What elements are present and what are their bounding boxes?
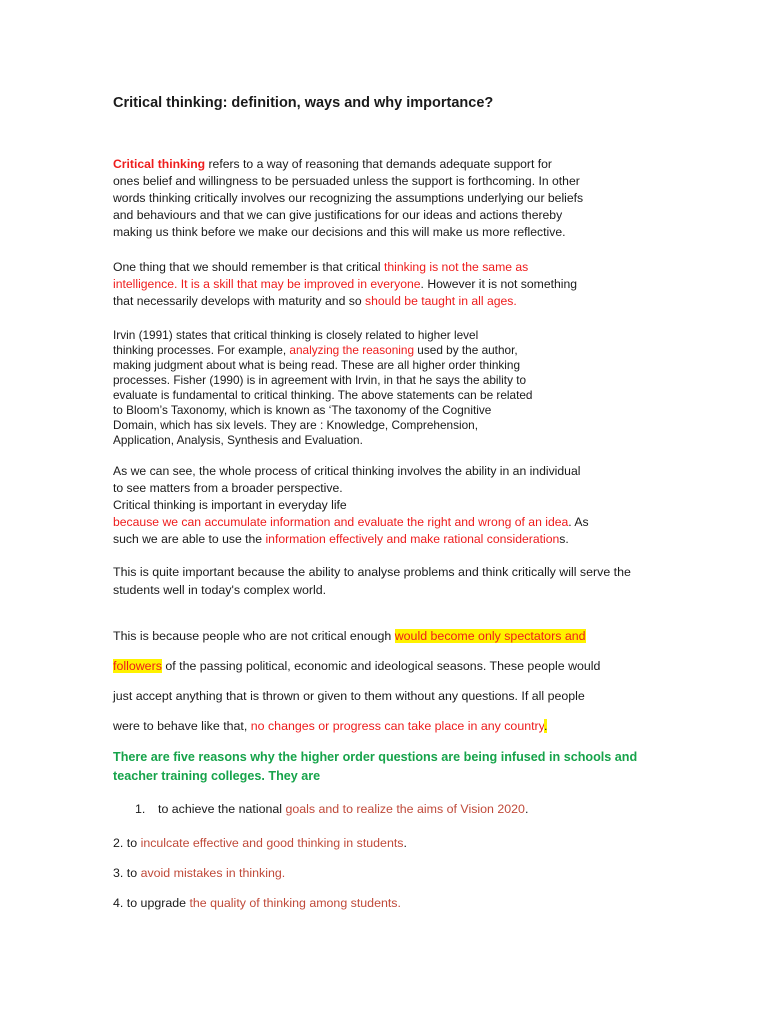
text-span: s. (559, 532, 569, 546)
yellow-highlight-text: followers (113, 659, 162, 673)
paragraph-1-line-4: and behaviours and that we can give justifications for our ideas and actions thereby (113, 208, 563, 222)
paragraph-3-line-4: processes. Fisher (1990) is in agreement with Irvin, in that he says the ability to (113, 373, 527, 387)
highlight-text: thinking is not the same as (383, 260, 529, 274)
critical-thinking-term: Critical thinking (113, 157, 206, 171)
text-span: such we are able to use the (113, 532, 266, 546)
text-span: This is because people who are not critical enough (113, 629, 395, 643)
paragraph-2-line-3 (113, 293, 517, 310)
text-span: that necessarily develops with maturity and so (113, 294, 365, 308)
paragraph-5-line-2: students well in today's complex world. (113, 583, 327, 597)
paragraph-6-line-2 (113, 659, 600, 673)
yellow-highlight-text: . (543, 719, 548, 733)
list-item-2 (113, 836, 407, 850)
highlight-text: because we can accumulate information and evaluate the right and wrong of an idea (113, 515, 569, 529)
highlight-text: no changes or progress can take place in any country (250, 719, 544, 733)
text-span: 2. to (113, 836, 141, 850)
paragraph-3-line-6: to Bloom’s Taxonomy, which is known as ‘The taxonomy of the Cognitive (113, 403, 492, 417)
text-span: used by the author, (414, 343, 518, 357)
paragraph-2-line-1 (113, 259, 528, 276)
paragraph-3-line-3: making judgment about what is being read. These are all higher order thinking (113, 358, 521, 372)
text-span: 3. to (113, 866, 141, 880)
paragraph-6-line-4 (113, 719, 547, 733)
list-item-1-number: 1. (135, 802, 146, 816)
paragraph-4-line-5 (113, 531, 569, 548)
paragraph-6-line-1 (113, 629, 586, 643)
paragraph-3-line-8: Application, Analysis, Synthesis and Evaluation. (113, 433, 363, 447)
highlight-text: should be taught in all ages. (365, 294, 517, 308)
paragraph-5-line-1: This is quite important because the ability to analyse problems and think critically will serve the (113, 565, 631, 579)
text-span: 4. to upgrade (113, 896, 190, 910)
text-span: One thing that we should remember is that critical (113, 260, 384, 274)
highlight-text: goals and to realize the aims of Vision 2020 (285, 802, 525, 816)
paragraph-7-line-1: There are five reasons why the higher order questions are being infused in schools and (113, 750, 638, 764)
text-span: were to behave like that, (113, 719, 251, 733)
highlight-text: analyzing the reasoning (289, 343, 415, 357)
highlight-text: information effectively and make rational consideration (265, 532, 560, 546)
list-item-1 (158, 802, 528, 816)
highlight-text: the quality of thinking among students. (189, 896, 401, 910)
paragraph-4-line-2: to see matters from a broader perspective. (113, 481, 343, 495)
text-span: refers to a way of reasoning that demands adequate support for (205, 157, 552, 171)
paragraph-3-line-2 (113, 343, 518, 358)
paragraph-4-line-3: Critical thinking is important in everyday life (113, 498, 347, 512)
paragraph-3-line-1: Irvin (1991) states that critical thinking is closely related to higher level (113, 328, 479, 342)
paragraph-4-line-4 (113, 514, 589, 531)
list-item-3 (113, 866, 285, 880)
paragraph-4-line-1: As we can see, the whole process of critical thinking involves the ability in an individual (113, 464, 581, 478)
paragraph-7-line-2: teacher training colleges. They are (113, 769, 321, 783)
text-span: to achieve the national (158, 802, 286, 816)
text-span: . As (568, 515, 589, 529)
paragraph-1-line-1 (113, 156, 552, 173)
highlight-text: avoid mistakes in thinking. (140, 866, 286, 880)
paragraph-2-line-2 (113, 276, 577, 293)
text-span: thinking processes. For example, (113, 343, 290, 357)
paragraph-3-line-7: Domain, which has six levels. They are : Knowledge, Comprehension, (113, 418, 479, 432)
highlight-text: inculcate effective and good thinking in students (140, 836, 404, 850)
text-span: . However it is not something (420, 277, 578, 291)
document-title: Critical thinking: definition, ways and why importance? (113, 95, 494, 111)
paragraph-1-line-5: making us think before we make our decisions and this will make us more reflective. (113, 225, 566, 239)
text-span: . (524, 802, 529, 816)
paragraph-1-line-2: ones belief and willingness to be persuaded unless the support is forthcoming. In other (113, 174, 580, 188)
text-span: of the passing political, economic and ideological seasons. These people would (161, 659, 601, 673)
text-span: . (403, 836, 407, 850)
paragraph-3-line-5: evaluate is fundamental to critical thinking. The above statements can be related (113, 388, 533, 402)
paragraph-1-line-3: words thinking critically involves our recognizing the assumptions underlying our beliefs (113, 191, 584, 205)
paragraph-6-line-3: just accept anything that is thrown or given to them without any questions. If all people (113, 689, 585, 703)
list-item-4 (113, 896, 401, 910)
highlight-text: intelligence. It is a skill that may be improved in everyone (113, 277, 421, 291)
yellow-highlight-text: would become only spectators and (394, 629, 586, 643)
